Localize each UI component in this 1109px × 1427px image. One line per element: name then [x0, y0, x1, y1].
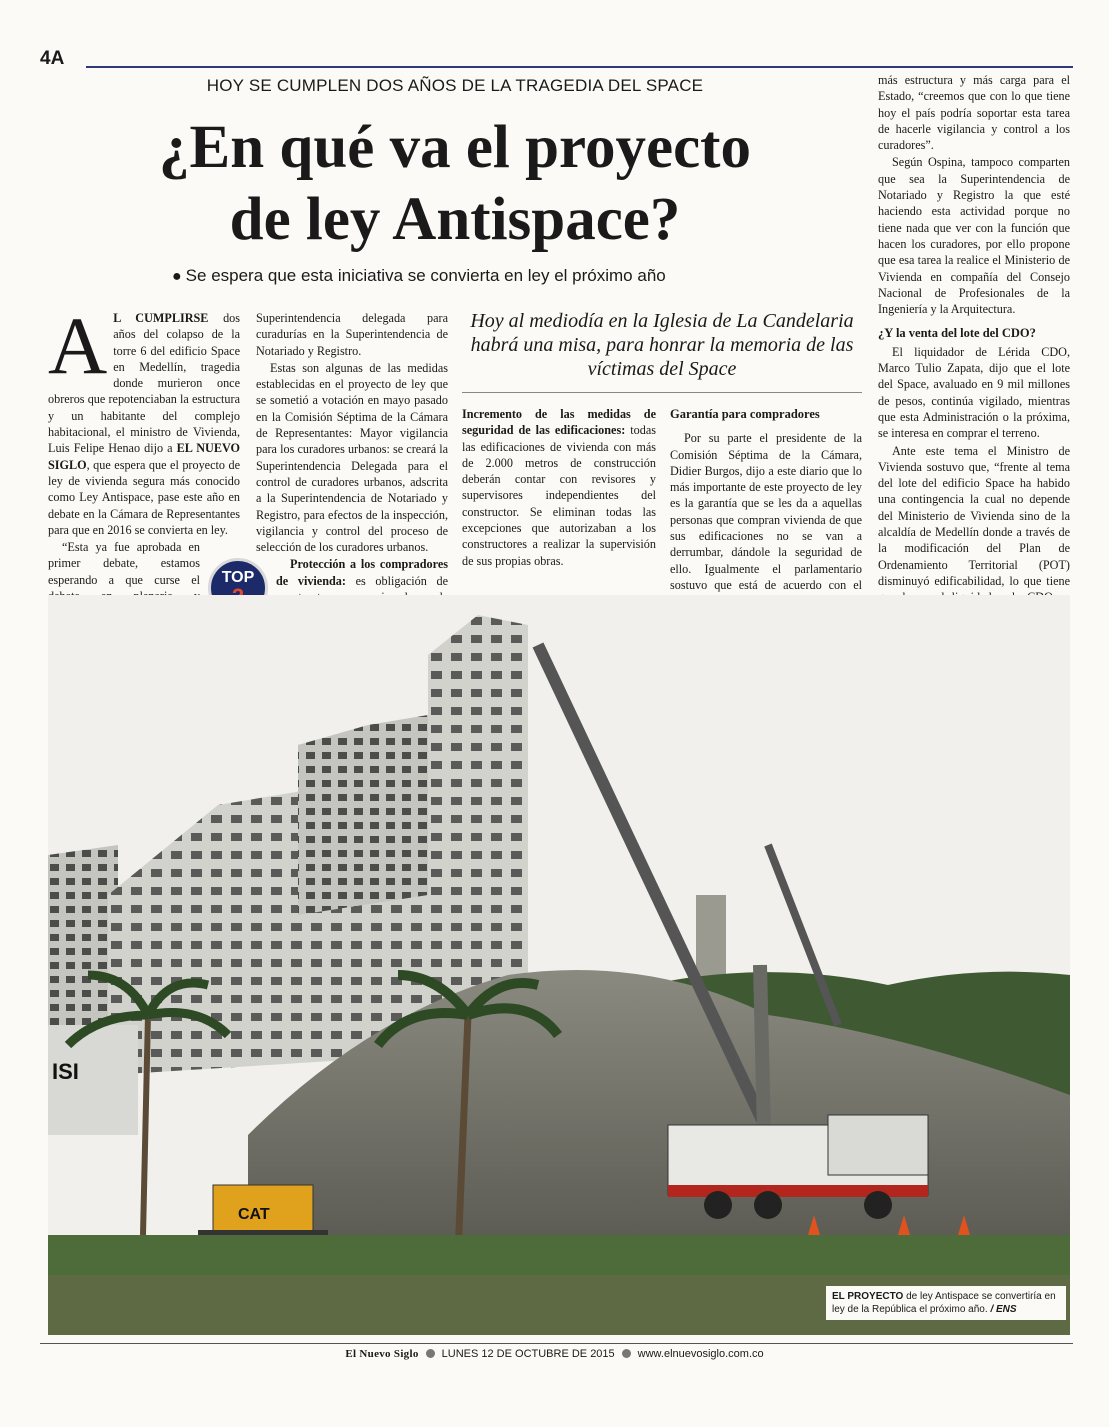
- paragraph: Estas son algunas de las medidas establecidas en el proyecto de ley que se sometió a votación en mayo pasado en la Comisión Séptima de la Cámara de Representantes: Mayor vigilancia para los curadores urbanos: se creará la Superintendencia Delegada para el control de curadores urbanos, adscrita a la Superintendencia de Notariado y Registro, para efectos de la inspección, vigilancia y control del proceso de selección de los curadores urbanos.: [256, 360, 448, 555]
- paragraph: Por su parte el presidente de la Comisión Séptima de la Cámara, Didier Burgos, dijo a este diario que lo más importante de este proyecto de ley es la garantía que se les da a aquellas personas que compran vivienda de que sus edificaciones no se van a derrumbar, dándole la seguridad de ello. Igualmente el parlamentario sostuvo que está de acuerdo con el: [670, 431, 862, 592]
- kicker: HOY SE CUMPLEN DOS AÑOS DE LA TRAGEDIA DEL SPACE: [206, 76, 704, 95]
- headline-line2c: ?: [649, 186, 681, 253]
- lead-bold: L CUMPLIRSE: [113, 311, 209, 325]
- truck-wheel: [864, 1191, 892, 1219]
- building-sign: ISI: [52, 1059, 79, 1084]
- collapse-site-photo: [48, 595, 1070, 1335]
- paragraph: más estructura y más carga para el Estado, “creemos que con lo que tiene hoy el país podría soportar esta tarea de hacerle vigilancia y control a los curadores”.: [878, 73, 1070, 153]
- headline-line2b: ley Antispace: [305, 186, 650, 253]
- page-number: 4A: [40, 48, 65, 69]
- footer-rule: [40, 1343, 1073, 1344]
- section-heading: Garantía para compradores: [670, 407, 820, 421]
- grass-strip: [48, 1235, 1070, 1275]
- article-column-3: [462, 406, 656, 570]
- page-footer: [0, 1348, 1109, 1360]
- paragraph: Ante este tema el Ministro de Vivienda sostuvo que, “frente al tema del lote del edificio Space ha habido una contingencia la cual no depende del Ministerio de Vivienda sino de la alcaldía de Medellín donde a través de la modificación del Plan de Ordenamiento Territorial (POT) disminuyó edificabilidad, lo que tiene: [878, 443, 1070, 588]
- paragraph: El liquidador de Lérida CDO, Marco Tulio Zapata, dijo que el lote del Space, avaluado en 9 mil millones de pesos, continúa vigilado, mientras que esta Administración o la próxima, se interesa en comprar el terreno.: [878, 344, 1070, 441]
- building-tower-side: [298, 715, 428, 915]
- website-link[interactable]: www.elnuevosiglo.com.co: [637, 1348, 764, 1360]
- paragraph: “Esta ya fue aprobada en primer debate, estamos esperando a que curse el: [48, 540, 200, 587]
- caption-credit: / ENS: [990, 1304, 1017, 1315]
- paragraph-text: todas las edificaciones de vivienda con más de 2.000 metros de construcción deberán contar con revisores y supervisores independientes del constructor. Se eliminan todas las excepciones que autorizaban a los constructores a realizar la supervisión de sus propias obras.: [462, 423, 657, 568]
- paragraph: Según Ospina, tampoco comparten que sea la Superintendencia de Notariado y Registro la que esté haciendo esta actividad porque no tiene nada que ver con la función que hacen los curadores, por ello propone que esa tarea la realice el Ministerio de Vivienda en compañía del Consejo Nacional de Profesionales de la Ingeniería y la Arquitectura.: [878, 155, 1070, 317]
- paragraph-text: , que espera que el proyecto de ley de vivienda segura más conocido como Ley Antispace, pase este año en debate en la Cámara de Representantes para que en 2016 se convierta en ley.: [48, 457, 240, 537]
- publication-date: LUNES 12 DE OCTUBRE DE 2015: [441, 1348, 615, 1360]
- truck-cab: [828, 1115, 928, 1175]
- subhead: [172, 266, 772, 286]
- separator-dot-icon: [622, 1349, 631, 1358]
- photo-caption: [826, 1286, 1066, 1320]
- section-heading: ¿Y la venta del lote del CDO?: [878, 326, 1036, 341]
- caption-text: de ley Antispace se convertiría en ley de la República el próximo año.: [832, 1291, 1056, 1315]
- bullet-icon: ●: [172, 268, 182, 285]
- paragraph-text: dos años del colapso de la torre 6 del edificio Space en Medellín, tragedia donde murieron once obreros que repotenciaban la estructura y un habitante del complejo habitacional, el ministro de Vivienda, Luis Felipe Henao dijo a: [48, 311, 240, 456]
- headline-line2a: de: [229, 186, 306, 253]
- pull-quote-rule: [462, 392, 862, 393]
- publication-name: El Nuevo Siglo: [345, 1348, 419, 1360]
- pull-quote: Hoy al mediodía en la Iglesia de La Candelaria habrá una misa, para honrar la memoria de las víctimas del Space: [470, 310, 854, 380]
- headline-line1: ¿En qué va el proyecto: [159, 114, 751, 181]
- separator-dot-icon: [426, 1349, 435, 1358]
- headline: [120, 112, 790, 256]
- publication-mention: EL NUEVO SIGLO: [48, 441, 241, 472]
- truck-wheel: [704, 1191, 732, 1219]
- truck-stripe: [668, 1185, 928, 1197]
- truck-wheel: [754, 1191, 782, 1219]
- header-rule: [86, 66, 1073, 68]
- paragraph: [462, 406, 656, 569]
- paragraph-text: es obligación de: [355, 573, 448, 588]
- paragraph-lead: Incremento de las medidas de seguridad de las edificaciones:: [462, 407, 656, 438]
- subhead-text: Se espera que esta iniciativa se convierta en ley el próximo año: [185, 266, 666, 285]
- paragraph-lead: Protección a los compradores de vivienda:: [276, 557, 448, 588]
- caption-lead: EL PROYECTO: [832, 1291, 904, 1302]
- paragraph: Superintendencia delegada para curadurías en la Superintendencia de Notariado y Registro.: [256, 311, 448, 358]
- excavator-label: CAT: [238, 1206, 270, 1223]
- badge-label: TOP: [221, 569, 255, 586]
- drop-cap: A: [48, 300, 108, 391]
